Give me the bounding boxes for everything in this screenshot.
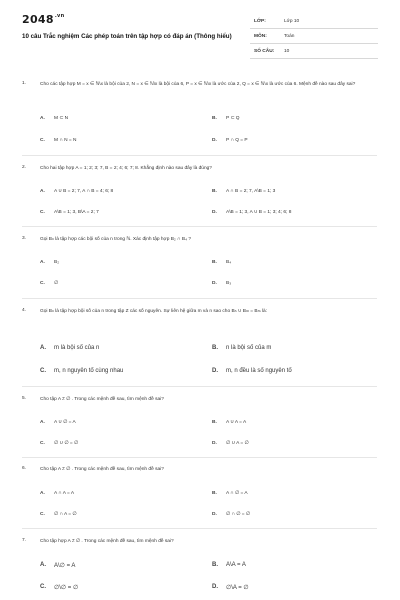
meta-row-count (250, 44, 378, 59)
divider (22, 298, 377, 299)
option-letter: B. (212, 260, 217, 265)
option-letter: A. (40, 189, 45, 194)
option-letter: C. (40, 210, 45, 215)
meta-panel (250, 14, 378, 59)
option-letter: C. (40, 441, 45, 446)
option-letter: D. (212, 281, 217, 286)
meta-value: 10 (284, 49, 290, 54)
option-text: ∅\A = ∅ (226, 585, 249, 591)
question-number: 3. (22, 236, 27, 241)
meta-key: MÔN: (254, 34, 267, 39)
question-text: Cho các tập hợp M = x ∈ ℕ\x là bội của 2, N = x ∈ ℕ\x là bội của 6, P = x ∈ ℕ\x là ước của 2, Q = x ∈ ℕ\x là ước của 6. Mệnh đề nào sau đây sai? (40, 82, 356, 87)
question-number: 4. (22, 308, 27, 313)
option-text: ∅\∅ = ∅ (54, 585, 79, 591)
question-number: 2. (22, 165, 27, 170)
meta-value: Toán (284, 34, 295, 39)
option-text: A\B = 1; 3, B\A = 2; 7 (54, 210, 99, 215)
logo-text: 2048 (22, 13, 54, 26)
option-letter: A. (40, 420, 45, 425)
option-letter: A. (40, 345, 46, 351)
option-text: B₄ (226, 260, 232, 265)
page-title: 10 câu Trắc nghiệm Các phép toán trên tập hợp có đáp án (Thông hiểu) (22, 33, 232, 40)
divider (22, 457, 377, 458)
divider (22, 155, 377, 156)
option-text: A ∩ ∅ = A (226, 491, 248, 496)
site-logo[interactable] (22, 13, 64, 26)
option-text: ∅ ∪ ∅ = ∅ (54, 441, 79, 446)
question-text: Gọi Bₙ là tập hợp bội số của n trong tập Z các số nguyên. Sự liên hệ giữa m và n sao cho Bₙ ∪ Bₘ = Bₘ là: (40, 309, 267, 314)
page-header (0, 0, 400, 60)
option-letter: A. (40, 260, 45, 265)
question-text: Cho tập A ≠ ∅ . Trong các mệnh đề sau, tìm mệnh đề sai? (40, 467, 164, 472)
option-text: A\∅ = A (54, 563, 76, 569)
option-letter: D. (212, 584, 218, 590)
option-text: B₂ (54, 260, 60, 265)
option-letter: D. (212, 210, 217, 215)
option-text: ∅ ∪ A = ∅ (226, 441, 249, 446)
option-text: M ∩ N = N (54, 138, 77, 143)
question-number: 6. (22, 466, 27, 471)
meta-key: LỚP: (254, 19, 266, 24)
option-text: B₃ (226, 281, 232, 286)
option-letter: C. (40, 138, 45, 143)
logo-suffix: .vn (54, 13, 65, 19)
option-text: A\A = A (226, 562, 246, 568)
option-text: A ∪ A = A (226, 420, 247, 425)
option-text: P ∩ Q = P (226, 138, 248, 143)
option-text: m, n nguyên tố cùng nhau (54, 368, 124, 374)
question-text: Cho tập hợp A ≠ ∅ . Trong các mệnh đề sau, tìm mệnh đề sai? (40, 539, 174, 544)
question-number: 1. (22, 81, 27, 86)
option-text: A ∩ B = 2; 7, A\B = 1; 3 (226, 189, 276, 194)
meta-row-class (250, 14, 378, 29)
question-text: Cho tập A ≠ ∅ . Trong các mệnh đề sau, tìm mệnh đề sai? (40, 397, 164, 402)
option-letter: C. (40, 512, 45, 517)
question-text: Gọi Bₙ là tập hợp các bội số của n trong ℕ. Xác định tập hợp B₂ ∩ B₄ ? (40, 237, 192, 242)
option-letter: C. (40, 281, 45, 286)
option-letter: C. (40, 368, 46, 374)
option-letter: D. (212, 441, 217, 446)
option-text: ∅ ∩ ∅ = ∅ (226, 512, 251, 517)
option-text: ∅ (54, 281, 59, 286)
option-text: m, n đều là số nguyên tố (226, 368, 292, 374)
option-letter: D. (212, 512, 217, 517)
option-letter: A. (40, 116, 45, 121)
option-letter: A. (40, 562, 46, 568)
question-number: 5. (22, 396, 27, 401)
option-letter: B. (212, 562, 218, 568)
question-text: Cho hai tập hợp A = 1; 2; 3; 7, B = 2; 4; 6; 7; 8. Khẳng định nào sau đây là đúng? (40, 166, 212, 171)
divider (22, 226, 377, 227)
question-number: 7. (22, 538, 27, 543)
option-letter: B. (212, 491, 217, 496)
option-letter: B. (212, 189, 217, 194)
option-letter: A. (40, 491, 45, 496)
option-text: A\B = 1; 3, A ∪ B = 1; 3; 4; 6; 8 (226, 210, 292, 215)
meta-key: SỐ CÂU: (254, 49, 275, 54)
option-letter: D. (212, 138, 217, 143)
option-letter: C. (40, 584, 46, 590)
option-text: A ∩ A = A (54, 491, 75, 496)
option-letter: B. (212, 116, 217, 121)
option-letter: B. (212, 345, 218, 351)
divider (22, 528, 377, 529)
option-text: ∅ ∩ A = ∅ (54, 512, 77, 517)
option-text: A ∪ ∅ = A (54, 420, 76, 425)
divider (22, 386, 377, 387)
option-letter: D. (212, 368, 218, 374)
option-letter: B. (212, 420, 217, 425)
option-text: P ⊂ Q (226, 116, 240, 121)
option-text: A ∪ B = 2; 7, A ∩ B = 4; 6; 8 (54, 189, 114, 194)
meta-row-subject (250, 29, 378, 44)
option-text: M ⊂ N (54, 116, 69, 121)
option-text: m là bội số của n (54, 345, 100, 351)
option-text: n là bội số của m (226, 345, 272, 351)
meta-value: Lớp 10 (284, 19, 300, 24)
